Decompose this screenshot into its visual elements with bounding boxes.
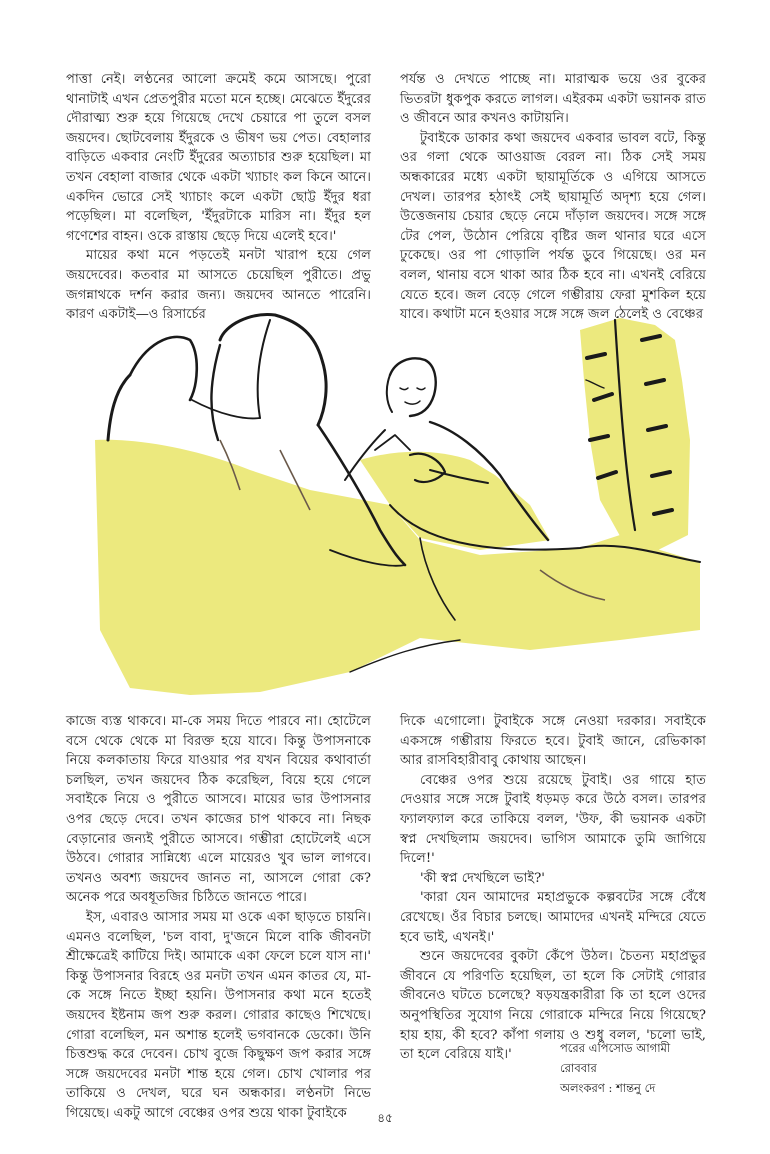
paragraph: মায়ের কথা মনে পড়তেই মনটা খারাপ হয়ে গেল জয়দেবের। কতবার মা আসতে চেয়েছিল পুরীতে। প্রভু জগন্নাথকে দর্শন করার জন্য। জয়দেব আনতে পারেনি। কারণ একটাই—ও রিসার্চের <box>66 248 371 323</box>
paragraph: বেঞ্চের ওপর শুয়ে রয়েছে টুবাই। ওর গায়ে হাত দেওয়ার সঙ্গে সঙ্গে টুবাই ধড়মড় করে উঠে বসল। তারপর ফ্যালফ্যাল করে তাকিয়ে বলল, 'উফ, কী ভয়ানক একটা স্বপ্ন দেখছিলাম জয়দেব। ভাগিস আমাকে তুমি জাগিয়ে দিলে!' <box>400 772 706 867</box>
episode-credit <box>560 1038 710 1098</box>
illustration <box>60 300 710 700</box>
column-top-right <box>400 70 706 325</box>
paragraph: পর্যন্ত ও দেখতে পাচ্ছে না। মারাত্মক ভয়ে ওর বুকের ভিতরটা ধুকপুক করতে লাগল। এইরকম একটা ভয়ানক রাত ও জীবনে আর কখনও কাটায়নি। <box>400 72 706 127</box>
page-number: ৪৫ <box>377 1111 393 1125</box>
paragraph: ইস, এবারও আসার সময় মা ওকে একা ছাড়তে চায়নি। এমনও বলেছিল, 'চল বাবা, দু'জনে মিলে বাকি জীবনটা শ্রীক্ষেত্রেই কাটিয়ে দিই। আমাকে একা ফেলে চলে যাস না।' কিন্তু উপাসনার বিরহে ওর মনটা তখন এমন কাতর যে, মা-কে সঙ্গে নিতে ইচ্ছা হয়নি। উপাসনার কথা মনে হতেই জয়দেব ইষ্টনাম জপ শুরু করল। গোরার কাছেও শিখেছে। গোরা বলেছিল, মন অশান্ত হলেই ভগবানকে ডেকো। উনি চিত্তশুদ্ধ করে দেবেন। চোখ বুজে কিছুক্ষণ জপ করার সঙ্গে সঙ্গে জয়দেবের মনটা শান্ত হয়ে গেল। চোখ খোলার পর তাকিয়ে ও দেখল, ঘরে ঘন অন্ধকার। লণ্ঠনটা নিভে গিয়েছে। একটু আগে বেঞ্চের ওপর শুয়ে থাকা টুবাইকে <box>66 909 371 1121</box>
paragraph: 'কারা যেন আমাদের মহাপ্রভুকে কল্পবটের সঙ্গে বেঁধে রেখেছে। ওঁর বিচার চলছে। আমাদের এখনই মন্দিরে যেতে হবে ভাই, এখনই।' <box>400 890 706 945</box>
column-top-left <box>66 70 371 325</box>
yellow-wash <box>95 318 700 695</box>
paragraph: দিকে এগোলো। টুবাইকে সঙ্গে নেওয়া দরকার। সবাইকে একসঙ্গে গম্ভীরায় ফিরতে হবে। টুবাই জানে, রেভিকাকা আর রাসবিহারীবাবু কোথায় আছেন। <box>400 714 706 769</box>
next-episode-note: পরের এপিসোড আগামী রোববার <box>560 1041 671 1075</box>
column-bottom-right <box>400 712 706 1065</box>
paragraph: টুবাইকে ডাকার কথা জয়দেব একবার ভাবল বটে, কিন্তু ওর গলা থেকে আওয়াজ বেরল না। ঠিক সেই সময় অন্ধকারের মধ্যে একটা ছায়ামূর্তিকে ও এগিয়ে আসতে দেখল। তারপর হঠাৎই সেই ছায়ামূর্তি অদৃশ্য হয়ে গেল। উত্তেজনায় চেয়ার ছেড়ে নেমে দাঁড়াল জয়দেব। সঙ্গে সঙ্গে টের পেল, উঠোন পেরিয়ে বৃষ্টির জল থানার ঘরে এসে ঢুকেছে। ওর পা গোড়ালি পর্যন্ত ডুবে গিয়েছে। ওর মন বলল, থানায় বসে থাকা আর ঠিক হবে না। এখনই বেরিয়ে যেতে হবে। জল বেড়ে গেলে গম্ভীরায় ফেরা মুশকিল হয়ে যাবে। কথাটা মনে হওয়ার সঙ্গে সঙ্গে জল ঠেলেই ও বেঞ্চের <box>400 130 706 323</box>
illustration-credit: অলংকরণ : শান্তনু দে <box>560 1081 656 1095</box>
paragraph: 'কী স্বপ্ন দেখছিলে ভাই?' <box>420 870 545 886</box>
column-bottom-left <box>66 712 371 1123</box>
paragraph: শুনে জয়দেবের বুকটা কেঁপে উঠল। চৈতন্য মহাপ্রভুর জীবনে যে পরিণতি হয়েছিল, তা হলে কি সেটাই গোরার জীবনেও ঘটতে চলেছে? ষড়যন্ত্রকারীরা কি তা হলে ওদের অনুপস্থিতির সুযোগ নিয়ে গোরাকে মন্দিরে নিয়ে গিয়েছে? হায় হায়, কী হবে? কাঁপা গলায় ও শুধু বলল, 'চলো ভাই, তা হলে বেরিয়ে যাই।' <box>400 949 706 1063</box>
paragraph: পাত্তা নেই। লণ্ঠনের আলো ক্রমেই কমে আসছে। পুরো থানাটাই এখন প্রেতপুরীর মতো মনে হচ্ছে। মেঝেতে ইঁদুরের দৌরাত্ম্য শুরু হয়ে গিয়েছে দেখে চেয়ারে পা তুলে বসল জয়দেব। ছোটবেলায় ইঁদুরকে ও ভীষণ ভয় পেত। বেহালার বাড়িতে একবার নেংটি ইঁদুরের অত্যাচার শুরু হয়েছিল। মা তখন বেহালা বাজার থেকে একটা খ্যাচাং কল কিনে আনে। একদিন ভোরে সেই খ্যাচাং কলে একটা ছোট্ট ইঁদুর ধরা পড়েছিল। মা বলেছিল, 'ইঁদুরটাকে মারিস না। ইঁদুর হল গণেশের বাহন। ওকে রাস্তায় ছেড়ে দিয়ে এলেই হবে।' <box>66 72 371 244</box>
paragraph: কাজে ব্যস্ত থাকবে। মা-কে সময় দিতে পারবে না। হোটেলে বসে থেকে থেকে মা বিরক্ত হয়ে যাবে। কিন্তু উপাসনাকে নিয়ে কলকাতায় ফিরে যাওয়ার পর যখন বিয়ের কথাবার্তা চলছিল, তখন জয়দেব ঠিক করেছিল, বিয়ে হয়ে গেলে সবাইকে নিয়ে ও পুরীতে আসবে। মায়ের ভার উপাসনার ওপর ছেড়ে দেবে। তখন কাজের চাপ থাকবে না। নিছক বেড়ানোর জন্যই পুরীতে আসবে। গম্ভীরা হোটেলেই এসে উঠবে। গোরার সান্নিধ্যে এলে মায়েরও খুব ভাল লাগবে। তখনও অবশ্য জয়দেব জানত না, আসলে গোরা কে? অনেক পরে অবধূতজির চিঠিতে জানতে পারে। <box>66 714 371 906</box>
